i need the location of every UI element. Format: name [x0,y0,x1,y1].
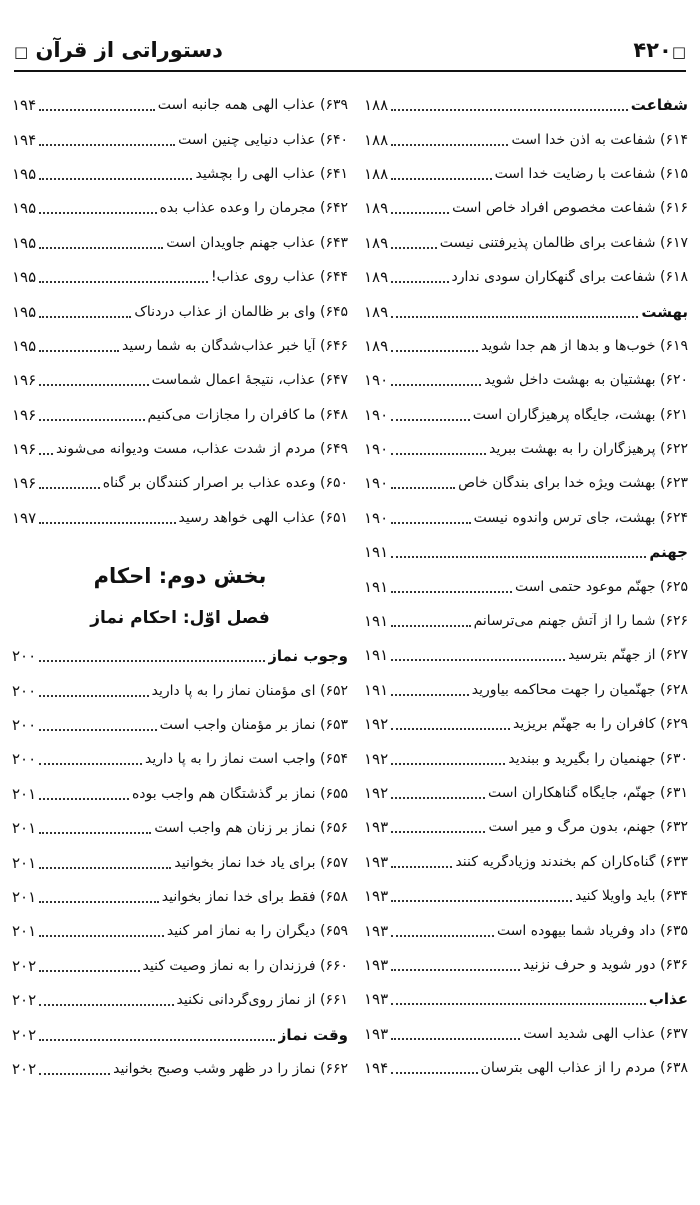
toc-entry [12,949,348,983]
toc-page-number: ۱۸۸ [364,164,389,183]
toc-entry [12,708,348,742]
toc-entry [12,742,348,776]
toc-entry-title: ۶۵۳) نماز بر مؤمنان واجب است [159,717,348,734]
toc-page-number: ۱۹۴ [364,1059,389,1078]
part-title: بخش دوم: احکام [93,564,267,589]
toc-entry-title: ۶۲۸) جهنّمیان را جهت محاکمه بیاورید [471,681,688,698]
toc-page-number: ۱۸۹ [364,268,389,287]
dot-leader [391,350,478,352]
toc-page-number: ۱۹۲ [364,715,389,734]
toc-page-number: ۱۸۹ [364,233,389,252]
toc-entry [12,466,348,500]
toc-entry [12,1052,348,1086]
toc-page-number: ۲۰۲ [12,991,37,1010]
book-title-text: دستوراتی از قرآن [35,38,223,62]
dot-leader [391,144,508,146]
toc-entry-title: ۶۴۸) ما کافران را مجازات می‌کنیم [147,406,348,423]
toc-entry-title: ۶۴۹) مردم از شدت عذاب، مست ودیوانه می‌شوند [55,441,348,458]
dot-leader [391,316,638,318]
toc-entry [364,948,688,982]
toc-section-heading [12,1017,348,1051]
toc-page-number: ۱۹۶ [12,405,37,424]
dot-leader [391,659,565,661]
dot-leader [39,970,139,972]
toc-entry-title: ۶۲۰) بهشتیان به بهشت داخل شوید [484,372,688,389]
toc-page-number: ۱۸۸ [364,96,389,115]
toc-page-number: ۱۸۹ [364,302,389,321]
toc-entry-title: ۶۳۸) مردم را از عذاب الهی بترسان [480,1060,688,1077]
toc-entry-title: ۶۵۷) برای یاد خدا نماز بخوانید [174,854,348,871]
toc-entry-title: شفاعت [630,96,688,115]
toc-page-number: ۱۹۵ [12,164,37,183]
dot-leader [391,763,505,765]
toc-entry-title: ۶۶۲) نماز را در ظهر وشب وصبح بخوانید [113,1060,348,1077]
toc-entry [364,776,688,810]
dot-leader [391,453,486,455]
dot-leader [391,694,469,696]
toc-entry-title: وقت نماز [277,1025,348,1044]
toc-entry [12,88,348,122]
toc-entry-title: ۶۵۰) وعده عذاب بر اصرار کنندگان بر گناه [102,475,348,492]
toc-entry [364,879,688,913]
toc-entry-title: ۶۴۱) عذاب الهی را بچشید [195,165,348,182]
toc-page-number: ۱۹۳ [364,818,389,837]
toc-page-number: ۲۰۱ [12,888,37,906]
toc-entry-title: ۶۶۱) از نماز روی‌گردانی نکنید [176,992,348,1009]
dot-leader [39,212,156,214]
toc-entry-title: جهنم [649,543,688,562]
toc-page-number: ۱۹۴ [12,96,37,115]
toc-entry-title: ۶۳۴) باید واویلا کنید [575,888,688,905]
dot-leader [391,178,491,180]
toc-entry-title: ۶۳۶) دور شوید و حرف نزنید [523,956,688,973]
toc-page-number: ۱۹۳ [364,921,389,940]
dot-leader [39,660,265,662]
toc-page-number: ۱۹۷ [12,508,37,527]
toc-entry-title: ۶۴۵) وای بر ظالمان از عذاب دردناک [134,303,348,320]
dot-leader [39,1073,110,1075]
toc-entry [364,466,688,500]
toc-entry-title: ۶۳۳) گناه‌کاران کم بخندند وزیادگریه کنند [455,853,688,870]
dot-leader [391,556,646,558]
square-ornament-icon: □ [671,43,686,61]
toc-entry-title: ۶۵۹) دیگران را به نماز امر کنید [166,923,348,940]
toc-page-number: ۱۹۱ [364,543,389,562]
toc-entry [364,673,688,707]
toc-entry [364,638,688,672]
toc-page-number: ۱۹۱ [364,577,389,596]
toc-column-right [364,88,688,1085]
toc-page-number: ۱۹۵ [12,336,37,355]
toc-entry-title: ۶۱۷) شفاعت برای ظالمان پذیرفتنی نیست [439,234,688,251]
toc-entry [364,329,688,363]
toc-page-number: ۱۹۶ [12,371,37,390]
dot-leader [39,832,151,834]
toc-entry [364,157,688,191]
toc-entry [12,157,348,191]
toc-page-number: ۲۰۱ [12,819,37,838]
book-title [14,38,223,62]
dot-leader [391,831,485,833]
toc-entry [12,226,348,260]
toc-entry [12,501,348,535]
dot-leader [391,281,448,283]
dot-leader [39,384,148,386]
toc-entry [12,914,348,948]
toc-page-number: ۲۰۰ [12,647,37,666]
dot-leader [391,522,471,524]
dot-leader [39,144,175,146]
dot-leader [39,901,159,903]
toc-page-number: ۱۹۳ [364,990,389,1009]
toc-entry-title: ۶۲۲) پرهیزگاران را به بهشت ببرید [489,441,688,458]
toc-entry [364,913,688,947]
toc-entry-title: ۶۴۳) عذاب جهنم جاویدان است [166,234,348,251]
toc-section-heading [364,535,688,569]
toc-entry [364,604,688,638]
toc-page-number: ۱۹۵ [12,302,37,321]
toc-entry-title: ۶۳۱) جهنّم، جایگاه گناهکاران است [488,785,688,801]
dot-leader [39,935,164,937]
toc-page-number: ۲۰۱ [12,853,37,872]
toc-page-number: ۱۹۰ [364,371,389,390]
toc-page-number: ۱۹۵ [12,233,37,252]
toc-entry-title: ۶۴۰) عذاب دنیایی چنین است [178,131,348,148]
toc-page-number: ۱۹۱ [364,646,389,665]
toc-entry [12,122,348,156]
dot-leader [39,316,131,318]
toc-entry-title: ۶۲۳) بهشت ویژه خدا برای بندگان خاص [458,475,688,492]
toc-entry [364,432,688,466]
toc-entry [364,845,688,879]
toc-entry-title: ۶۴۲) مجرمان را وعده عذاب بده [159,200,348,217]
toc-page-number: ۱۸۹ [364,336,389,355]
dot-leader [39,1004,173,1006]
dot-leader [39,729,156,731]
toc-entry [364,501,688,535]
toc-entry-title: ۶۱۹) خوب‌ها و بدها از هم جدا شوید [481,337,688,354]
toc-entry-title: ۶۱۵) شفاعت با رضایت خدا است [494,165,688,182]
toc-entry [12,845,348,879]
toc-entry-title: ۶۵۵) نماز بر گذشتگان هم واجب بوده [131,785,348,802]
toc-entry [12,329,348,363]
toc-entry-title: عذاب [648,990,688,1009]
running-header [14,30,686,72]
toc-section-heading [12,639,348,673]
toc-page-number: ۱۹۲ [364,749,389,768]
toc-entry-title: ۶۵۲) ای مؤمنان نماز را به پا دارید [151,682,348,699]
toc-page-number: ۱۹۶ [12,474,37,493]
toc-entry-title: ۶۳۹) عذاب الهی همه جانبه است [157,97,348,114]
toc-entry [364,741,688,775]
toc-entry [12,260,348,294]
toc-entry-title: ۶۴۴) عذاب روی عذاب! [210,269,348,286]
toc-entry-title: ۶۳۵) داد وفریاد شما بیهوده است [496,922,688,939]
toc-entry [364,1017,688,1051]
toc-page-number: ۲۰۲ [12,1059,37,1078]
page-number-value: ۴۲۰ [633,38,672,62]
toc-entry-title: ۶۲۱) بهشت، جایگاه پرهیزگاران است [472,406,688,423]
toc-entry-title: ۶۱۶) شفاعت مخصوص افراد خاص است [452,200,688,217]
toc-entry [12,673,348,707]
toc-page-number: ۱۹۰ [364,474,389,493]
toc-entry [12,432,348,466]
dot-leader [39,453,53,455]
dot-leader [391,109,628,111]
toc-entry [364,260,688,294]
dot-leader [391,419,470,421]
dot-leader [39,798,129,800]
toc-entry [364,1051,688,1085]
toc-entry [12,398,348,432]
toc-entry-title: ۶۵۸) فقط برای خدا نماز بخوانید [161,889,348,905]
toc-section-heading [364,294,688,328]
dot-leader [391,591,512,593]
dot-leader [391,625,470,627]
dot-leader [39,695,148,697]
toc-entry [12,294,348,328]
dot-leader [39,763,142,765]
toc-entry-title: ۶۲۵) جهنّم موعود حتمی است [514,578,688,595]
toc-entry [364,122,688,156]
dot-leader [39,419,144,421]
toc-page-number: ۲۰۱ [12,922,37,941]
toc-entry [12,191,348,225]
toc-page-number: ۱۸۸ [364,130,389,149]
toc-entry-title: ۶۱۸) شفاعت برای گنهکاران سودی ندارد [451,269,688,286]
dot-leader [39,109,155,111]
dot-leader [39,1039,275,1041]
toc-page-number: ۱۹۵ [12,268,37,287]
page-number [633,38,686,62]
toc-entry-title: ۶۲۹) کافران را به جهنّم بریزید [513,716,688,733]
toc-entry [364,191,688,225]
toc-entry-title: ۶۲۴) بهشت، جای ترس واندوه نیست [473,509,688,526]
dot-leader [391,212,449,214]
dot-leader [39,867,171,869]
toc-entry [12,363,348,397]
toc-page-number: ۱۹۳ [364,1024,389,1043]
toc-entry-title: ۶۳۰) جهنمیان را بگیرید و ببندید [508,750,688,767]
toc-page-number: ۱۹۳ [364,955,389,974]
toc-entry-title: ۶۴۶) آیا خبر عذاب‌شدگان به شما رسید [122,337,348,354]
toc-page-number: ۱۹۶ [12,440,37,459]
toc-entry-title: ۶۴۷) عذاب، نتیجهٔ اعمال شماست [151,372,348,389]
toc-page-number: ۲۰۲ [12,956,37,975]
dot-leader [391,1038,520,1040]
toc-page-number: ۱۹۲ [364,784,389,802]
toc-page-number: ۱۹۴ [12,130,37,149]
chapter-title: فصل اوّل: احکام نماز [90,608,270,629]
toc-entry [12,983,348,1017]
dot-leader [391,1072,478,1074]
toc-entry-title: ۶۵۶) نماز بر زنان هم واجب است [154,820,348,837]
toc-page-number: ۱۹۵ [12,199,37,218]
toc-entry-title: ۶۱۴) شفاعت به اذن خدا است [511,131,688,148]
square-ornament-icon: □ [14,43,29,61]
dot-leader [391,900,572,902]
toc-page-number: ۲۰۰ [12,750,37,769]
dot-leader [391,487,455,489]
toc-entry [12,811,348,845]
toc-entry [364,707,688,741]
toc-page-number: ۱۹۰ [364,440,389,459]
toc-column-left [12,88,348,1086]
toc-entry-title: بهشت [641,302,688,321]
dot-leader [39,178,192,180]
toc-entry-title: ۶۳۲) جهنم، بدون مرگ و میر است [488,819,688,836]
dot-leader [391,866,452,868]
toc-entry [364,398,688,432]
toc-page-number: ۱۹۳ [364,887,389,906]
toc-entry [364,810,688,844]
toc-list-prayer [12,639,348,1086]
toc-page-number: ۲۰۰ [12,716,37,735]
dot-leader [391,384,481,386]
dot-leader [391,969,520,971]
toc-page-number: ۱۸۹ [364,199,389,218]
dot-leader [39,487,100,489]
toc-entry [12,880,348,914]
dot-leader [39,247,163,249]
dot-leader [391,797,485,799]
toc-entry-title: ۶۲۶) شما را از آتش جهنم می‌ترسانم [473,613,688,630]
toc-entry-title: ۶۵۴) واجب است نماز را به پا دارید [145,751,348,768]
toc-section-heading [364,88,688,122]
toc-entry-title: ۶۳۷) عذاب الهی شدید است [523,1025,688,1042]
toc-page-number: ۲۰۰ [12,681,37,700]
toc-section-heading [364,982,688,1016]
toc-entry [364,569,688,603]
dot-leader [39,522,175,524]
dot-leader [391,728,510,730]
toc-page-number: ۱۹۰ [364,405,389,424]
toc-entry-title: ۶۶۰) فرزندان را به نماز وصیت کنید [142,957,348,974]
dot-leader [39,281,208,283]
dot-leader [391,935,494,937]
toc-page-number: ۱۹۱ [364,612,389,631]
dot-leader [391,1003,646,1005]
toc-page-number: ۱۹۳ [364,852,389,871]
toc-entry [12,777,348,811]
toc-entry [364,226,688,260]
dot-leader [39,350,119,352]
toc-page-number: ۱۹۰ [364,508,389,527]
toc-page-number: ۱۹۱ [364,680,389,699]
toc-list-punishment [12,88,348,535]
toc-entry [364,363,688,397]
toc-entry-title: ۶۵۱) عذاب الهی خواهد رسید [178,509,348,526]
toc-page-number: ۲۰۱ [12,784,37,803]
dot-leader [391,247,437,249]
toc-page-number: ۲۰۲ [12,1025,37,1044]
toc-entry-title: ۶۲۷) از جهنّم بترسید [568,647,688,664]
toc-entry-title: وجوب نماز [268,647,348,666]
